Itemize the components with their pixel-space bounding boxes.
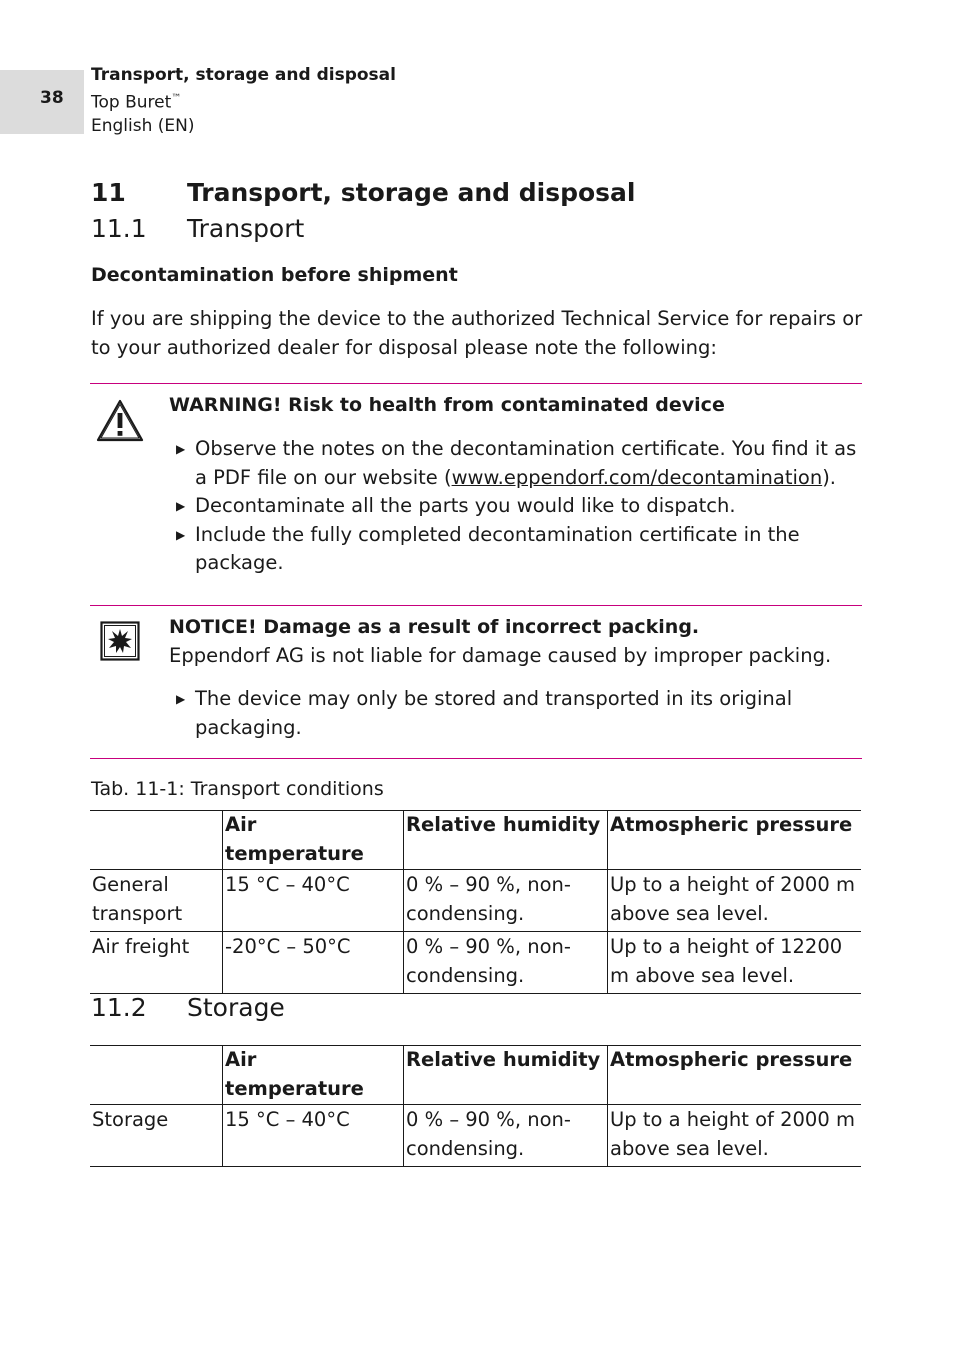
table-cell: Up to a height of 2000 m above sea level.	[608, 1105, 862, 1167]
warning-bullets	[170, 435, 870, 578]
transport-conditions-table	[90, 810, 861, 994]
table-row	[90, 1105, 861, 1167]
transport-heading	[91, 214, 304, 243]
notice-bottom-rule	[90, 758, 862, 759]
list-item	[170, 521, 870, 578]
table-cell: 0 % – 90 %, non-condensing.	[404, 1105, 608, 1167]
table-row	[90, 870, 861, 932]
running-header	[91, 64, 396, 138]
transport-number: 11.1	[91, 214, 147, 243]
storage-conditions-table	[90, 1045, 861, 1167]
column-header: Atmospheric pressure	[608, 811, 862, 870]
table-cell: 15 °C – 40°C	[223, 870, 404, 932]
table-cell: General transport	[90, 870, 223, 932]
bullet-arrow-icon: ▶	[176, 692, 186, 706]
column-header: Relative humidity	[404, 811, 608, 870]
decontamination-subheading: Decontamination before shipment	[91, 264, 458, 286]
column-header: Air temperature	[223, 1046, 404, 1105]
page-number: 38	[40, 88, 64, 108]
column-header	[90, 1046, 223, 1105]
table-row	[90, 932, 861, 994]
storage-heading	[91, 993, 285, 1022]
list-item	[170, 435, 870, 492]
warning-bullet-3-text: Include the fully completed decontamination certificate in the package.	[195, 522, 800, 574]
section-title: Transport, storage and disposal	[187, 178, 636, 207]
column-header	[90, 811, 223, 870]
column-header: Air temperature	[223, 811, 404, 870]
table-cell: Up to a height of 2000 m above sea level.	[608, 870, 862, 932]
notice-text: Eppendorf AG is not liable for damage caused by improper packing.	[169, 644, 832, 667]
section-heading	[91, 178, 636, 207]
table-cell: -20°C – 50°C	[223, 932, 404, 994]
column-header: Relative humidity	[404, 1046, 608, 1105]
column-header: Atmospheric pressure	[608, 1046, 862, 1105]
table-cell: Up to a height of 12200 m above sea level.	[608, 932, 862, 994]
storage-title: Storage	[187, 993, 285, 1022]
storage-number: 11.2	[91, 993, 147, 1022]
table-cell: Storage	[90, 1105, 223, 1167]
decontamination-link[interactable]: www.eppendorf.com/decontamination	[451, 465, 823, 489]
warning-top-rule	[90, 383, 862, 384]
notice-bullets	[170, 685, 870, 742]
notice-top-rule	[90, 605, 862, 606]
warning-triangle-icon	[96, 399, 144, 446]
warning-bullet-2-text: Decontaminate all the parts you would like to dispatch.	[195, 494, 736, 517]
notice-damage-icon	[100, 621, 140, 665]
header-language: English (EN)	[91, 115, 195, 136]
notice-bullet-1-text: The device may only be stored and transported in its original packaging.	[195, 687, 793, 739]
trademark-mark: ™	[171, 93, 182, 104]
warning-bullet-1-text: Observe the notes on the decontamination certificate. You find it as a PDF file on our website (	[195, 437, 857, 489]
header-product: Top Buret	[91, 92, 172, 113]
table-header-row	[90, 1046, 861, 1105]
list-item	[170, 492, 870, 521]
table-cell: Air freight	[90, 932, 223, 994]
intro-paragraph: If you are shipping the device to the authorized Technical Service for repairs or to your authorized dealer for disposal please note the following:	[91, 307, 863, 359]
table-cell: 15 °C – 40°C	[223, 1105, 404, 1167]
bullet-arrow-icon: ▶	[176, 442, 186, 456]
table-caption: Tab. 11-1: Transport conditions	[91, 778, 384, 800]
bullet-arrow-icon: ▶	[176, 499, 186, 513]
table-cell: 0 % – 90 %, non-condensing.	[404, 932, 608, 994]
header-product-line	[91, 87, 396, 115]
table-header-row	[90, 811, 861, 870]
header-chapter: Transport, storage and disposal	[91, 65, 396, 85]
warning-title: WARNING! Risk to health from contaminated device	[169, 394, 725, 416]
list-item	[170, 685, 870, 742]
bullet-arrow-icon: ▶	[176, 527, 186, 542]
warning-bullet-1-end: ).	[822, 465, 836, 489]
table-cell: 0 % – 90 %, non-condensing.	[404, 870, 608, 932]
section-number: 11	[91, 178, 126, 207]
transport-title: Transport	[187, 214, 305, 243]
notice-title: NOTICE! Damage as a result of incorrect packing.	[169, 616, 700, 638]
